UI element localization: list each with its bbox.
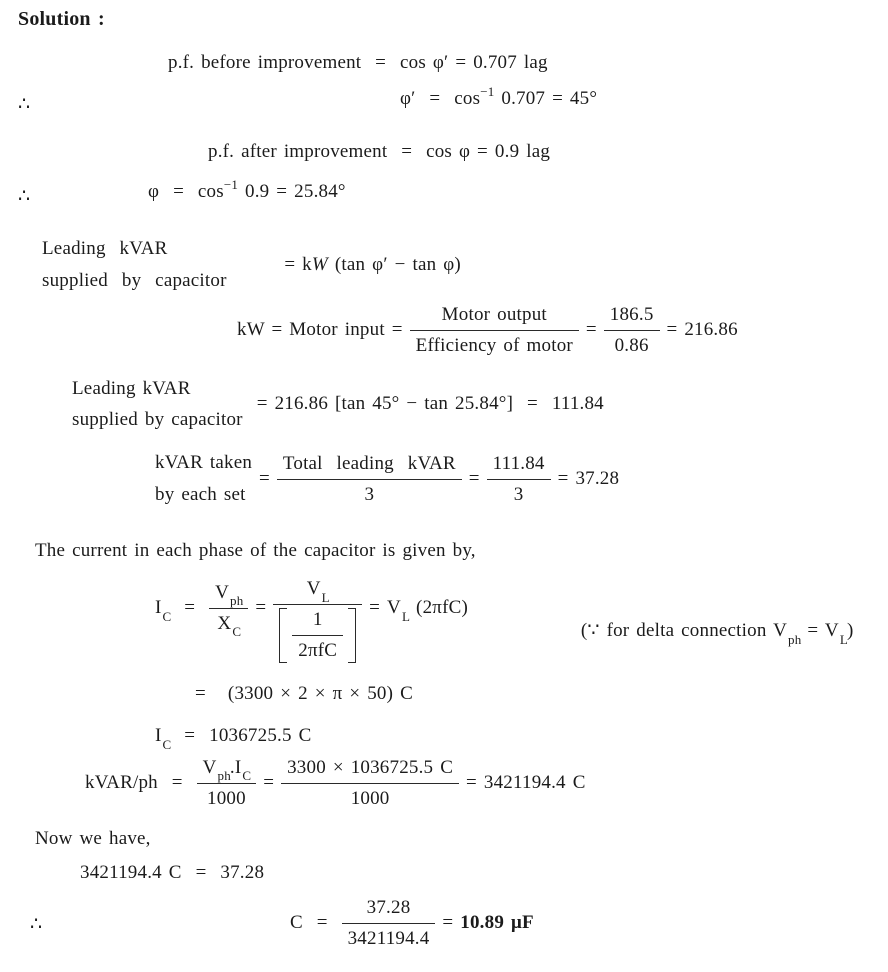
note-close: ) — [847, 620, 854, 641]
fraction-denominator: 3 — [364, 483, 375, 505]
solution-heading: Solution : — [18, 8, 105, 30]
fraction-numerator: 3300 × 1036725.5 C — [281, 756, 459, 784]
pf-before-line — [168, 50, 548, 76]
phi-prime: φ′ — [400, 88, 416, 109]
capacitance-equation-line — [80, 860, 264, 886]
kw-motor-input-line — [237, 299, 738, 361]
ph-subscript: ph — [230, 593, 244, 609]
v-base: V — [387, 597, 401, 618]
ic-base: I — [155, 725, 162, 746]
kw-lhs: kW = Motor input = — [237, 319, 410, 340]
fraction-denominator — [209, 609, 248, 640]
c-subscript: C — [162, 736, 172, 752]
rhs-parenthetical: (2πfC) — [409, 597, 468, 618]
ph-subscript: ph — [788, 631, 802, 647]
equals-sign: = — [256, 772, 282, 793]
pf-after-value: cos φ = 0.9 lag — [426, 141, 551, 162]
leading-kvar-label-line1: Leading kVAR — [72, 378, 191, 399]
note-mid: = V — [800, 620, 839, 641]
equals-sign: = — [170, 597, 210, 618]
ic-value: 1036725.5 C — [209, 725, 312, 746]
l-subscript: L — [839, 631, 849, 647]
kvar-per-set-label-line1: kVAR taken — [155, 452, 253, 473]
leading-kvar-label-line2: supplied by capacitor — [72, 409, 243, 430]
fraction-denominator: 2πfC — [298, 640, 338, 661]
equals-sign: = — [461, 468, 487, 489]
cos-function: cos — [197, 181, 224, 202]
fraction-186-5 — [604, 303, 660, 358]
cap-eq-lhs: 3421194.4 C — [80, 862, 182, 883]
fraction-3300-times — [281, 756, 459, 811]
note-open: (∵ for delta connection V — [580, 620, 788, 641]
fraction-numerator: 186.5 — [604, 303, 660, 331]
v-base: V — [306, 578, 321, 599]
leading-kvar-label — [42, 233, 227, 297]
leading-kvar-label-line1: Leading kVAR — [42, 238, 168, 259]
leading-kvar-value: = 216.86 [tan 45° − tan 25.84°] = 111.84 — [256, 393, 604, 414]
kvar-ph-result: = 3421194.4 C — [459, 772, 586, 793]
leading-kvar-label — [72, 373, 243, 435]
expansion-value: (3300 × 2 × π × 50) C — [227, 683, 413, 704]
fraction-numerator: Total leading kVAR — [277, 452, 462, 480]
phi: φ — [148, 181, 160, 202]
right-bracket — [348, 608, 356, 663]
expansion-line — [195, 681, 413, 707]
leading-kvar-formula — [243, 226, 461, 304]
phi-prime-equation: φ′ = cos $^{-1}$ 0.707 = 45° — [400, 86, 597, 112]
equals-sign: = — [387, 141, 427, 162]
fraction-denominator: 1000 — [350, 787, 390, 809]
equals-sign: = — [159, 181, 198, 202]
now-we-have-text: Now we have, — [35, 828, 151, 849]
pf-before-value: cos φ′ = 0.707 lag — [399, 52, 548, 73]
ic-rhs — [387, 595, 468, 624]
equals-sign: = — [248, 597, 274, 618]
ic-value-line — [155, 723, 312, 752]
v-base: V — [215, 581, 230, 603]
phi-result: 0.9 = 25.84° — [238, 181, 346, 202]
ic-base: I — [155, 597, 162, 618]
fraction-numerator: Motor output — [410, 303, 579, 331]
equals-sign: = — [415, 88, 455, 109]
current-intro-text: The current in each phase of the capacitor is given by, — [35, 540, 476, 561]
final-answer: 10.89 μF — [460, 912, 534, 933]
leading-kvar-value-line — [72, 373, 604, 435]
therefore-symbol: ∴ — [18, 186, 31, 207]
equals-sign: = — [181, 862, 221, 883]
c-symbol: C — [290, 912, 303, 933]
phi-equation: φ = cos $^{-1}$ 0.9 = 25.84° — [148, 179, 346, 205]
fraction-denominator: Efficiency of motor — [415, 334, 573, 356]
x-base: X — [217, 612, 232, 634]
pf-after-label: p.f. after improvement — [208, 141, 388, 162]
kvar-per-set-line — [155, 447, 619, 511]
equals-sign: = — [302, 912, 342, 933]
l-subscript: L — [401, 608, 411, 624]
pf-after-line — [208, 139, 550, 165]
dot-operator: . — [229, 756, 235, 778]
ic-equation-line — [155, 575, 468, 661]
fraction-numerator: 37.28 — [342, 896, 436, 924]
delta-connection-note — [553, 592, 854, 670]
equals-sign: = — [170, 725, 210, 746]
fraction-numerator — [273, 577, 362, 605]
leading-kvar-formula-line — [42, 226, 461, 304]
fraction-numerator — [209, 581, 248, 609]
left-bracket — [279, 608, 287, 663]
fraction-denominator: 3 — [513, 483, 524, 505]
equals-sign: = — [578, 319, 604, 340]
ic-symbol — [155, 595, 172, 624]
phi-prime-result: 0.707 = 45° — [494, 88, 598, 109]
fraction-motor-output — [410, 303, 579, 358]
fraction-denominator: 1000 — [207, 787, 246, 809]
fraction-vl-over-bracket — [273, 577, 362, 663]
c-subscript: C — [242, 768, 252, 784]
fraction-vph-ic-over-1000 — [197, 756, 257, 811]
v-base: V — [202, 756, 217, 778]
fraction-numerator: 1 — [292, 608, 343, 636]
ph-subscript: ph — [217, 768, 231, 784]
fraction-numerator — [197, 756, 257, 784]
l-subscript: L — [321, 589, 330, 605]
ic-subscript: C — [162, 608, 172, 624]
equals-sign: = — [362, 597, 388, 618]
formula-prefix: = k — [284, 254, 312, 275]
final-result-line — [290, 892, 534, 954]
kvar-per-set-result: = 37.28 — [550, 468, 620, 489]
cos-function: cos — [454, 88, 481, 109]
kw-result: = 216.86 — [659, 319, 738, 340]
fraction-numerator: 111.84 — [487, 452, 551, 480]
equals-sign: = — [195, 683, 206, 704]
fraction-37-28-over-3421194 — [342, 896, 436, 951]
i-base: I — [234, 756, 242, 778]
equals-sign: = — [361, 52, 400, 73]
kvar-per-phase-line — [85, 752, 586, 814]
equals-sign: = — [157, 772, 197, 793]
therefore-symbol: ∴ — [18, 94, 31, 115]
c-subscript: C — [232, 624, 242, 640]
pf-before-label: p.f. before improvement — [168, 52, 362, 73]
fraction-total-leading-kvar — [277, 452, 462, 507]
fraction-denominator-bracketed — [273, 605, 362, 663]
formula-rest: (tan φ′ − tan φ) — [327, 254, 461, 275]
fraction-denominator: 3421194.4 — [347, 927, 430, 949]
equals-sign: = — [252, 468, 277, 489]
fraction-vph-xc — [209, 581, 248, 640]
equals-sign: = — [435, 912, 461, 933]
kvar-ph-label: kVAR/ph — [85, 772, 158, 793]
fraction-one-over-2pifc — [292, 608, 343, 663]
therefore-symbol: ∴ — [30, 914, 43, 935]
cap-eq-value: 37.28 — [220, 862, 265, 883]
leading-kvar-label-line2: supplied by capacitor — [42, 270, 227, 291]
kvar-per-set-label-line2: by each set — [155, 484, 246, 505]
ic-symbol — [155, 723, 172, 752]
kvar-per-set-label — [155, 447, 252, 511]
formula-w: W — [311, 254, 328, 275]
fraction-denominator: 0.86 — [614, 334, 649, 356]
fraction-111-84 — [487, 452, 551, 507]
